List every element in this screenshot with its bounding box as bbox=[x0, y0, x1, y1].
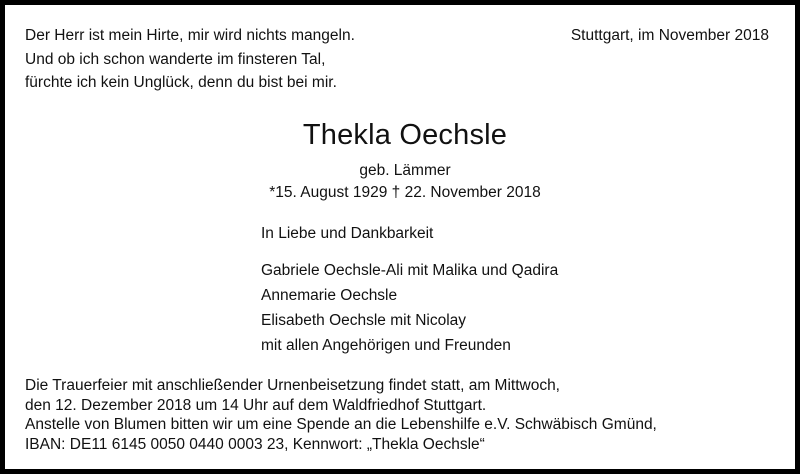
bible-verse bbox=[25, 24, 355, 95]
funeral-information bbox=[25, 376, 657, 454]
info-line: den 12. Dezember 2018 um 14 Uhr auf dem Waldfriedhof Stuttgart. bbox=[25, 396, 487, 414]
mourner-entry: mit allen Angehörigen und Freunden bbox=[261, 337, 511, 354]
mourner-entry: Elisabeth Oechsle mit Nicolay bbox=[261, 312, 467, 329]
life-dates: *15. August 1929 † 22. November 2018 bbox=[269, 184, 541, 201]
deceased-name: Thekla Oechsle bbox=[302, 119, 508, 151]
info-line: Anstelle von Blumen bitten wir um eine Spende an die Lebenshilfe e.V. Schwäbisch Gmünd, bbox=[25, 416, 657, 433]
verse-line: Und ob ich schon wanderte im finsteren Tal, bbox=[25, 50, 326, 68]
place-and-date: Stuttgart, im November 2018 bbox=[570, 27, 769, 44]
maiden-name: geb. Lämmer bbox=[359, 162, 451, 179]
verse-line: fürchte ich kein Unglück, denn du bist bei mir. bbox=[25, 74, 337, 91]
info-line: IBAN: DE11 6145 0050 0440 0003 23, Kennwort: „Thekla Oechsle“ bbox=[25, 435, 485, 453]
mourner-entry: Annemarie Oechsle bbox=[261, 287, 398, 304]
mourner-entry: Gabriele Oechsle-Ali mit Malika und Qadira bbox=[261, 262, 559, 279]
verse-line: Der Herr ist mein Hirte, mir wird nichts mangeln. bbox=[25, 27, 355, 44]
dedication-line: In Liebe und Dankbarkeit bbox=[261, 225, 434, 242]
info-line: Die Trauerfeier mit anschließender Urnenbeisetzung findet statt, am Mittwoch, bbox=[25, 377, 560, 394]
mourners-list bbox=[261, 258, 558, 358]
